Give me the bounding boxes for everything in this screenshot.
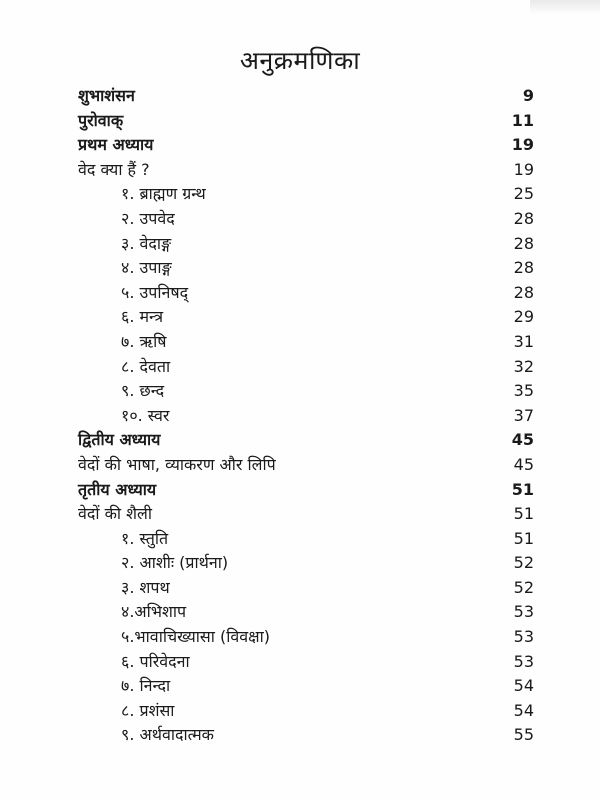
toc-entry: [78, 330, 534, 355]
toc-entry: [78, 84, 534, 109]
toc-entry-page-number: 29: [513, 307, 534, 327]
toc-entry: [78, 182, 534, 207]
toc-entry: [78, 453, 534, 478]
toc-entry: [78, 428, 534, 453]
toc-entry: [78, 256, 534, 281]
toc-entry-label: ६. परिवेदना: [121, 651, 190, 671]
toc-entry-label: १०. स्वर: [121, 405, 170, 425]
toc-entry: [78, 699, 534, 724]
toc-entry-page-number: 31: [513, 331, 534, 351]
toc-entry-label: १. स्तुति: [121, 528, 169, 548]
toc-entry: [78, 551, 534, 576]
toc-entry-label: वेद क्या हैं ?: [78, 159, 150, 179]
toc-entry-label: वेदों की शैली: [78, 504, 153, 524]
toc-entry: [78, 281, 534, 306]
toc-entry-label: २. उपवेद: [121, 208, 175, 228]
page-title: अनुक्रमणिका: [239, 45, 361, 75]
toc-entry-page-number: 53: [513, 602, 534, 622]
toc-entry-page-number: 54: [513, 676, 534, 696]
toc-entry: [78, 158, 534, 183]
toc-entry: [78, 232, 534, 257]
toc-entry-label: २. आशीः (प्रार्थना): [121, 553, 229, 573]
toc-entry-label: ३. शपथ: [121, 577, 170, 597]
toc-entry: [78, 207, 534, 232]
toc-entry-label: प्रथम अध्याय: [78, 135, 154, 155]
toc-entry-label: ५. उपनिषद्: [121, 282, 189, 302]
toc-entry-page-number: 45: [513, 454, 534, 474]
toc-entry: [78, 723, 534, 748]
toc-entry-label: ४.अभिशाप: [121, 602, 187, 622]
toc-entry-page-number: 28: [513, 208, 534, 228]
toc-entry: [78, 355, 534, 380]
toc-entry-page-number: 28: [513, 282, 534, 302]
toc-entry: [78, 576, 534, 601]
toc-entry-label: शुभाशंसन: [78, 86, 135, 105]
toc-entry-label: द्वितीय अध्याय: [78, 430, 161, 450]
toc-entry-page-number: 52: [513, 553, 534, 573]
toc-entry: [78, 305, 534, 330]
toc-entry-label: ८. प्रशंसा: [121, 700, 175, 720]
toc-entry: [78, 478, 534, 503]
toc-entry: [78, 650, 534, 675]
toc-entry: [78, 502, 534, 527]
toc-entry-label: ५.भावाचिख्यासा (विवक्षा): [121, 627, 271, 647]
toc-entry-label: वेदों की भाषा, व्याकरण और लिपि: [78, 454, 276, 474]
toc-entry: [78, 133, 534, 158]
toc-entry-page-number: 35: [513, 381, 534, 401]
toc-entry: [78, 379, 534, 404]
toc-entry-page-number: 51: [513, 504, 534, 524]
toc-entry-label: ७. निन्दा: [121, 676, 171, 696]
toc-entry-label: ९. अर्थवादात्मक: [121, 725, 214, 745]
toc-entry: [78, 527, 534, 552]
toc-entry-page-number: 28: [513, 258, 534, 278]
toc-entry-page-number: 32: [513, 356, 534, 376]
toc-entry-page-number: 9: [522, 86, 534, 105]
toc-entry-page-number: 37: [513, 405, 534, 425]
toc-entry-page-number: 52: [513, 577, 534, 597]
toc-entry: [78, 674, 534, 699]
page-corner-shadow: [530, 0, 600, 14]
toc-entry-label: ४. उपाङ्ग: [121, 258, 172, 278]
toc-entry-label: ३. वेदाङ्ग: [121, 233, 172, 253]
toc-entry: [78, 404, 534, 429]
toc-entry-label: तृतीय अध्याय: [78, 479, 157, 499]
toc-entry-page-number: 53: [513, 627, 534, 647]
table-of-contents: [78, 84, 534, 748]
toc-entry-page-number: 55: [513, 725, 534, 745]
toc-entry-label: ७. ऋषि: [121, 331, 167, 351]
toc-entry-page-number: 51: [513, 528, 534, 548]
toc-entry-page-number: 19: [511, 135, 534, 155]
toc-entry: [78, 109, 534, 134]
toc-entry-label: पुरोवाक्: [78, 110, 124, 130]
toc-entry-page-number: 11: [511, 110, 534, 130]
toc-entry-page-number: 19: [513, 159, 534, 179]
toc-entry-label: ८. देवता: [121, 356, 171, 376]
toc-entry: [78, 600, 534, 625]
toc-entry-label: १. ब्राह्मण ग्रन्थ: [121, 184, 206, 204]
toc-entry-label: ६. मन्त्र: [121, 307, 164, 327]
toc-entry-page-number: 28: [513, 233, 534, 253]
toc-entry-page-number: 51: [511, 479, 534, 499]
toc-entry-page-number: 25: [513, 184, 534, 204]
toc-entry-label: ९. छन्द: [121, 381, 165, 401]
toc-entry: [78, 625, 534, 650]
toc-entry-page-number: 53: [513, 651, 534, 671]
toc-entry-page-number: 45: [511, 430, 534, 450]
toc-entry-page-number: 54: [513, 700, 534, 720]
